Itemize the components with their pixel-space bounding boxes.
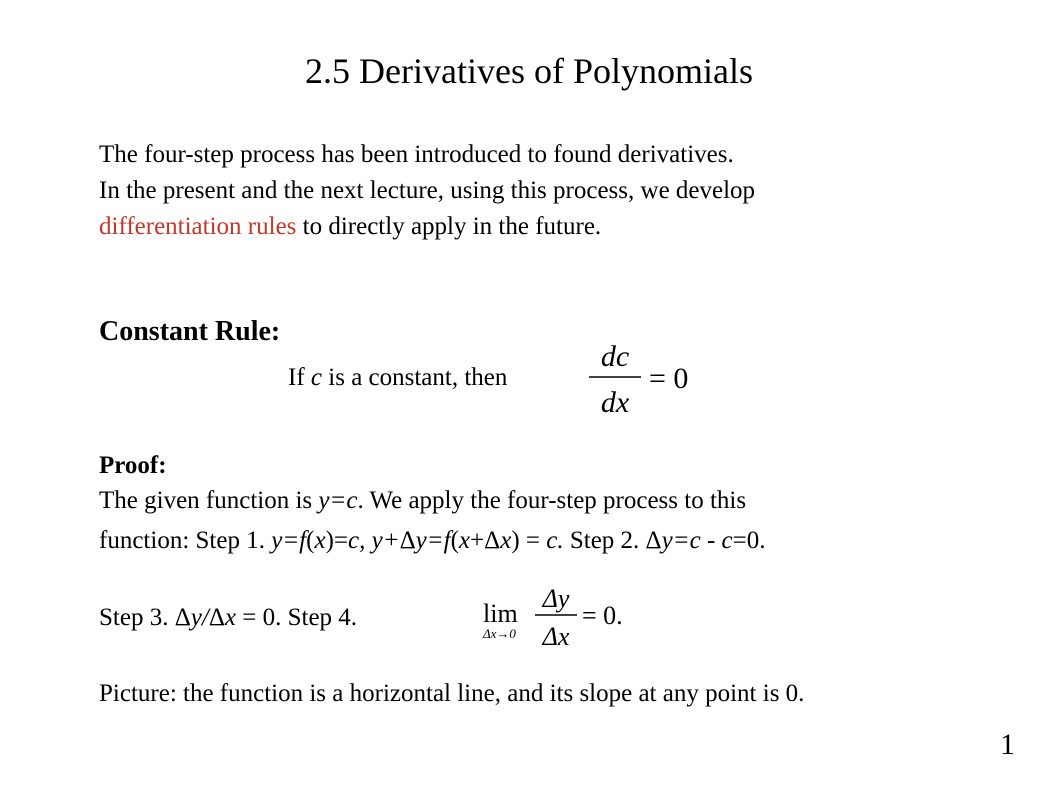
rule-condition — [288, 364, 507, 392]
formula-numerator: dc — [600, 340, 630, 373]
page-number: 1 — [1000, 728, 1015, 761]
p2i: ( — [450, 527, 459, 554]
cond-var: c — [310, 364, 323, 391]
highlight-term: differentiation rules — [99, 213, 297, 240]
intro-line-1: The four-step process has been introduced to found derivatives. — [99, 141, 734, 168]
constant-rule-formula — [585, 338, 695, 422]
slide-title: 2.5 Derivatives of Polynomials — [305, 51, 753, 91]
p2q: =0. — [732, 527, 766, 554]
p2h: y=f — [415, 527, 451, 554]
p2e: )= — [325, 527, 349, 554]
p2f: c, y+ — [348, 527, 400, 554]
rule-heading: Constant Rule: — [99, 316, 281, 347]
p2m: ) = — [511, 527, 547, 554]
proof-line-3 — [99, 604, 357, 632]
p3a: Step 3. Δ — [99, 604, 191, 631]
cond-post: is a constant, then — [322, 364, 508, 391]
proof-label: Proof: — [99, 452, 167, 479]
p2d: x — [314, 527, 326, 554]
p3c: Δ — [208, 604, 225, 631]
formula-rhs: = 0 — [649, 362, 689, 395]
p2p: y=c - c — [661, 527, 733, 554]
limit-lim: lim — [483, 599, 518, 628]
p2g: Δ — [399, 527, 416, 554]
limit-subscript: Δx→0 — [483, 626, 516, 641]
formula-denominator: dx — [600, 386, 630, 419]
limit-formula — [480, 582, 630, 652]
proof-l1-var: y=c — [318, 487, 358, 514]
intro-line-3-rest: to directly apply in the future. — [296, 213, 602, 240]
p3e: = 0. Step 4. — [236, 604, 358, 631]
p2n: c. — [546, 527, 564, 554]
picture-line: Picture: the function is a horizontal line, and its slope at any point is 0. — [99, 680, 805, 707]
proof-line-1 — [99, 487, 746, 515]
proof-l1-post: . We apply the four-step process to this — [357, 487, 747, 514]
limit-denominator: Δx — [542, 622, 570, 651]
limit-rhs: = 0. — [582, 601, 623, 630]
p2j: x — [458, 527, 471, 554]
p2o: Step 2. Δ — [563, 527, 662, 554]
proof-line-2 — [99, 527, 765, 555]
p2c: ( — [306, 527, 315, 554]
p3b: y/ — [190, 604, 209, 631]
p2b: y=f — [271, 527, 307, 554]
limit-numerator: Δy — [542, 584, 570, 613]
intro-line-2: In the present and the next lecture, using this process, we develop — [99, 177, 756, 204]
intro-line-3 — [99, 209, 601, 245]
proof-l1-pre: The given function is — [99, 487, 319, 514]
p2a: function: Step 1. — [99, 527, 272, 554]
p3d: x — [224, 604, 237, 631]
p2l: x — [500, 527, 512, 554]
p2k: +Δ — [470, 527, 501, 554]
cond-pre: If — [288, 364, 311, 391]
